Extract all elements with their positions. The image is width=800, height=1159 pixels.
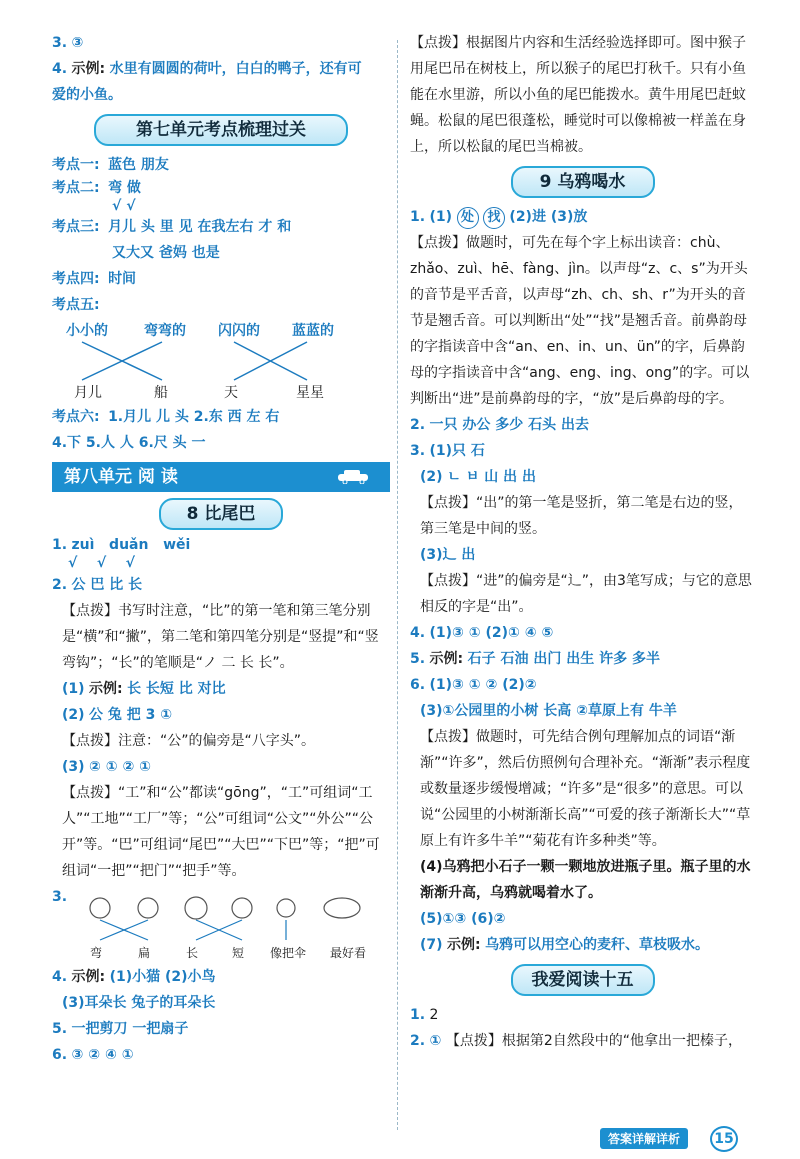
read15-title: 我爱阅读十五 xyxy=(511,964,655,996)
kd3: 考点三: 月儿 头 里 见 在我左右 才 和 xyxy=(52,219,292,235)
l9-q3b: (2) ㄴ ㅂ 山 出 出 xyxy=(420,469,536,485)
l9-q4: 4. (1)③ ① (2)① ④ ⑤ xyxy=(410,625,554,641)
kd3-cont: 又大又 爸妈 也是 xyxy=(112,245,220,261)
l8-sub1: (1) 示例: 长 长短 比 对比 xyxy=(62,681,226,697)
r15-q2: 2. ① 【点拨】根据第2自然段中的“他拿出一把榛子， xyxy=(410,1033,742,1049)
unit7-title: 第七单元考点梳理过关 xyxy=(94,114,348,146)
l9-q3: 3. (1)只 石 xyxy=(410,443,485,459)
l8-q1-checks: √ √ √ xyxy=(68,555,136,571)
kd5: 考点五: xyxy=(52,297,100,313)
l8-q4: 4. 示例: (1)小猫 (2)小鸟 xyxy=(52,969,216,985)
kd2: 考点二: 弯 做 xyxy=(52,180,141,196)
q4-answer: 4. 示例: 水里有圆圆的荷叶，白白的鸭子，还有可 xyxy=(52,61,362,77)
l8-q4b: (3)耳朵长 兔子的耳朵长 xyxy=(62,995,216,1011)
footer-label: 答案详解详析 xyxy=(600,1128,688,1149)
l8-q3: 3. 弯 扁 长 短 像把伞 最好看 xyxy=(52,884,390,964)
l9-note4: 【点拨】做题时，可先结合例句理解加点的词语“渐渐”“许多”，然后仿照例句合理补充。“渐渐”表示程度或数量逐步缓慢增减；“许多”是“很多”的意思。可以说“公园里的小树渐渐长高”“可爱的孩子渐渐长大”“草原上有许多牛羊”“菊花有许多种类”等。 xyxy=(420,729,751,849)
l9-q6e: (7) 示例: 乌鸦可以用空心的麦秆、草枝吸水。 xyxy=(420,937,710,953)
kd6-cont: 4.下 5.人 人 6.尺 头 一 xyxy=(52,435,206,451)
duck-icon xyxy=(277,899,295,917)
l8-q5: 5. 一把剪刀 一把扇子 xyxy=(52,1021,189,1037)
page-footer xyxy=(600,1126,760,1150)
l8-sub2: (2) 公 兔 把 3 ① xyxy=(62,707,173,723)
lesson9-title: 9 乌鸦喝水 xyxy=(511,166,655,198)
peacock-icon xyxy=(324,898,360,918)
l8-sub3: (3) ② ① ② ① xyxy=(62,759,152,775)
l9-q5: 5. 示例: 石子 石油 出门 出生 许多 多半 xyxy=(410,651,660,667)
left-column xyxy=(52,30,390,1068)
right-column xyxy=(410,30,755,1054)
match-lines xyxy=(52,318,390,404)
l9-q6c: (4)乌鸦把小石子一颗一颗地放进瓶子里。瓶子里的水渐渐升高，乌鸦就喝着水了。 xyxy=(420,859,751,901)
r-note0: 【点拨】根据图片内容和生活经验选择即可。图中猴子用尾巴吊在树枝上，所以猴子的尾巴打秋千。只有小鱼能在水里游，所以小鱼的尾巴能拨水。黄牛用尾巴赶蚊蝇。松鼠的尾巴很蓬松，睡觉时可以像棉被一样盖在身上，所以松鼠的尾巴当棉被。 xyxy=(410,35,746,155)
l8-note3: 【点拨】“工”和“公”都读“gōng”，“工”可组词“工人”“工地”“工厂”等；“公”可组词“公文”“外公”“公开”等。“巴”可组词“尾巴”“大巴”“下巴”等；“把”可组词“一把”“把门”“把手”等。 xyxy=(62,785,380,879)
match-bottom-2: 船 xyxy=(154,385,168,401)
animals-illustration xyxy=(80,886,390,942)
l8-note2: 【点拨】注意：“公”的偏旁是“八字头”。 xyxy=(62,733,316,749)
l9-q6: 6. (1)③ ① ② (2)② xyxy=(410,677,537,693)
l9-q6d: (5)①③ (6)② xyxy=(420,911,506,927)
rabbit-icon xyxy=(138,898,158,918)
l8-q6: 6. ③ ② ④ ① xyxy=(52,1047,134,1063)
l9-q3c: (3)辶 出 xyxy=(420,547,476,563)
unit8-band: 第八单元 阅 读 xyxy=(52,462,390,492)
match-bottom-3: 天 xyxy=(224,385,238,401)
monkey-icon xyxy=(90,898,110,918)
kd1: 考点一: 蓝色 朋友 xyxy=(52,157,169,173)
l9-q6b: (3)①公园里的小树 长高 ②草原上有 牛羊 xyxy=(420,703,677,719)
lesson8-title: 8 比尾巴 xyxy=(159,498,283,530)
car-icon xyxy=(336,468,376,484)
match-top-2: 弯弯的 xyxy=(144,323,186,339)
kd4: 考点四: 时间 xyxy=(52,271,137,287)
l9-note1: 【点拨】做题时，可先在每个字上标出读音：chù、zhǎo、zuì、hē、fàng、jìn。以声母“z、c、s”为开头的音节是平舌音，以声母“zh、ch、sh、r”为开头的音节是翘舌音。可以判断出“处”“找”是翘舌音。前鼻韵母的字指读音中含“an、en、in、un、ün”的字，后鼻韵母的字指读音中含“ang、eng、ing、ong”的字。可以判断出“进”是前鼻韵母的字，“放”是后鼻韵母的字。 xyxy=(410,235,750,407)
kd6: 考点六: 1.月儿 儿 头 2.东 西 左 右 xyxy=(52,409,280,425)
match-bottom-4: 星星 xyxy=(296,385,324,401)
match-bottom-1: 月儿 xyxy=(74,385,102,401)
kd2-checks: √ √ xyxy=(112,198,136,214)
column-divider xyxy=(397,40,398,1130)
match-top-1: 小小的 xyxy=(66,323,108,339)
l9-q2: 2. 一只 办公 多少 石头 出去 xyxy=(410,417,590,433)
q3-answer: 3. ③ xyxy=(52,35,84,51)
r15-q1: 1. 2 xyxy=(410,1007,439,1023)
page-number: 15 xyxy=(710,1126,738,1152)
rooster-icon xyxy=(232,898,252,918)
l8-note1: 【点拨】书写时注意，“比”的第一笔和第三笔分别是“横”和“撇”，第二笔和第四笔分别是“竖提”和“竖弯钩”；“长”的笔顺是“ノ 二 长 长”。 xyxy=(62,603,379,671)
l8-q2: 2. 公 巴 比 长 xyxy=(52,577,143,593)
squirrel-icon xyxy=(185,897,207,919)
q4-answer-cont: 爱的小鱼。 xyxy=(52,87,122,103)
l8-q1: 1. zuì duǎn wěi xyxy=(52,537,191,553)
l9-note2: 【点拨】“出”的第一笔是竖折，第二笔是右边的竖，第三笔是中间的竖。 xyxy=(420,495,743,537)
match-top-4: 蓝蓝的 xyxy=(292,323,334,339)
l9-note3: 【点拨】“进”的偏旁是“辶”，由3笔写成；与它的意思相反的字是“出”。 xyxy=(420,573,752,615)
kd5-matching xyxy=(52,318,390,404)
l9-q1: 1. (1) 处 找 (2)进 (3)放 xyxy=(410,204,755,230)
match-top-3: 闪闪的 xyxy=(218,323,260,339)
